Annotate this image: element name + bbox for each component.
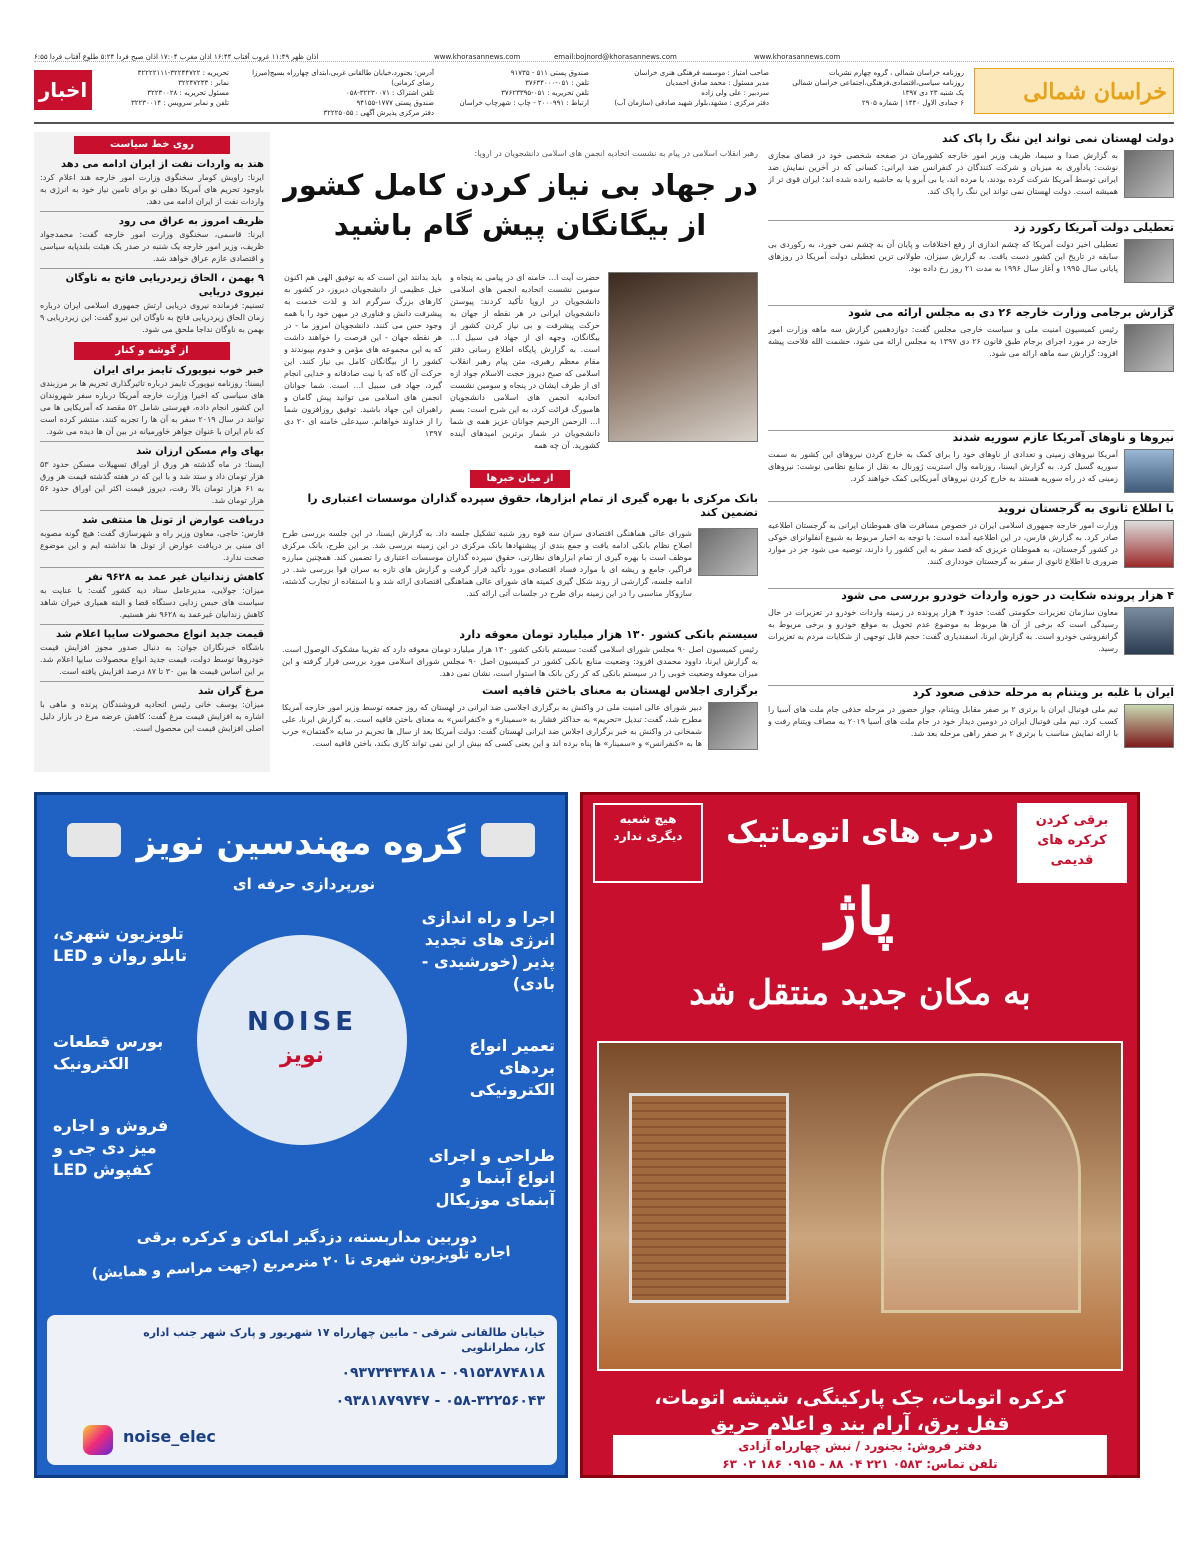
list-item: مرغ گران شد میزان: یوسف خانی رئیس اتحادیه فروشندگان پرنده و ماهی با اشاره به افزایش قیمت مرغ گفت: کاهش عرضه مرغ در بازار دلیل اصلی افزایش قیمت این محصول است. <box>40 686 264 733</box>
brand-box <box>974 68 1174 114</box>
masthead-divider <box>34 122 1174 124</box>
revolving-door-graphic <box>881 1073 1081 1313</box>
ad-moved: به مکان جدید منتقل شد <box>689 973 1031 1013</box>
news-photo <box>1124 449 1174 493</box>
ad-photo-doors <box>597 1041 1123 1371</box>
ad-address: خیابان طالقانی شرقی - مابین چهارراه ۱۷ شهریور و پارک شهر جنب اداره کار، مطرانلویی <box>143 1326 545 1354</box>
contact-info: صندوق پستی ۵۱۱ - ۹۱۷۳۵ تلفن : ۰۵۱-۳۷۶۳۴۰۰۰ تلفن تحریریه : ۰۵۱-۳۷۶۲۳۳۹۵ ارتباط : ۲۰۰۰۹۹۱ - چاپ : شهرچاپ خراسان <box>459 69 589 107</box>
ad-noise <box>34 792 568 1478</box>
instagram-handle[interactable]: noise_elec <box>123 1427 216 1446</box>
center-news <box>282 470 758 770</box>
shutter-door-graphic <box>629 1093 789 1303</box>
kicker: رهبر انقلاب اسلامی در پیام به نشست اتحادیه انجمن های اسلامی دانشجویان در اروپا: <box>474 149 758 158</box>
ad-tv: تلویزیون شهری، تابلو روان و LED <box>53 924 187 965</box>
ad-headline: درب های اتوماتیک <box>726 815 994 850</box>
list-item: با اطلاع ثانوی به گرجستان نروید وزارت امور خارجه جمهوری اسلامی ایران در خصوص مسافرت های هموطنان ایرانی به گرجستان اطلاعیه صادر کرد. به گزارش فارس، در این اطلاعیه آمده است: با توجه به اخبار مربوط به شیوع آنفلوانزای خوکی در کشور گرجستان، به هموطنان عزیزی که قصد سفر به این کشور را دارند، توصیه می شود جز در موارد ضروری تا اطلاع ثانوی از سفر به گرجستان خودداری کنند. <box>768 502 1174 566</box>
ad-title: گروه مهندسین نویز <box>136 823 466 863</box>
top-strip <box>34 52 1174 62</box>
main-col-2: باید بدانند این است که به توفیق الهی هم اکنون خیل عظیمی از دانشجویان دیروز، در کشور به کارهای بزرگ سرگرم اند و لذت خدمت به پیشرفت دانش و فناوری در میهن خود را با همه وجود حس می کنند. دانشجویان امروز ما - در هر نقطه جهان - این فرصت را خواهند داشت که به این مجموعه های مؤمن و خدوم بپیوندند و کشور را از بیگانگان کامل بی نیاز کنند. این حرکت آن گاه که با نیت صادقانه و خدایی انجام گیرد، جهاد فی سبیل ا... است. شما جوانان انجمن های اسلامی می توانید پیش گامان و راهبران این جهاد باشید. توفیق روزافزون شما را از خداوند خواهانم. سیدعلی خامنه ای ۲۰ دی ۱۳۹۷ <box>284 273 442 438</box>
headline-line-2: از بیگانگان پیش گام باشید <box>333 208 707 242</box>
leader-photo <box>608 272 758 442</box>
list-item: کاهش زندانیان غیر عمد به ۹۶۲۸ نفر میزان: جولایی، مدیرعامل ستاد دیه کشور گفت: با عنایت به سیاست های حبس زدایی دستگاه قضا و البته همیاری خیران شاهد کاهش زندانیان غیرعمد به ۹۶۲۸ نفر هستیم. <box>40 572 264 619</box>
news-title: سیستم بانکی کشور ۱۳۰ هزار میلیارد تومان معوقه دارد <box>459 628 758 641</box>
socket-icon <box>481 823 535 857</box>
list-item: نیروها و ناوهای آمریکا عازم سوریه شدند آمریکا نیروهای زمینی و تعدادی از ناوهای خود را برای کمک به خارج کردن نیروهای این کشور به سمت سوریه گسیل کرد. به گزارش ایسنا، روزنامه وال استریت ژورنال به نقل از منابع نظامی نوشت: نیروهای زمینی که در راه سوریه هستند به خارج کردن نیروهای آمریکایی کمک خواهند کرد. <box>768 431 1174 501</box>
ad-cctv: دوربین مداربسته، دزدگیر اماکن و کرکره برقی <box>136 1228 478 1246</box>
ad-phones-1: ۰۹۱۵۳۸۷۴۸۱۸ - ۰۹۳۷۳۴۳۴۸۱۸ <box>341 1365 545 1381</box>
site-link[interactable]: www.khorasannews.com <box>434 53 521 61</box>
logo-en: NOISE <box>246 1007 358 1037</box>
politics-list <box>34 158 270 336</box>
prayer-times: اذان ظهر ۱۱:۴۹ غروب آفتاب ۱۶:۴۴ اذان مغرب ۱۷:۰۴ اذان صبح فردا ۵:۲۴ طلوع آفتاب فردا ۶:۵۵ <box>34 53 319 61</box>
ad-paj <box>580 792 1140 1478</box>
main-col-1: حضرت آیت ا... خامنه ای در پیامی به پنجاه و سومین نشست اتحادیه انجمن های اسلامی دانشجویان در اروپا تأکید کردند: پیوستن دانشجویان ایرانی در هر نقطه از جهان به حرکت پیشرفت و بی نیاز کردن کشور از بیگانگان، وجهه ای از جهاد فی سبیل ا... است. به گزارش پایگاه اطلاع رسانی دفتر مقام معظم رهبری، متن پیام رهبر انقلاب اسلامی که صبح دیروز حجت الاسلام جواد ازه ای از طرف ایشان در پنجاه و سومین نشست اتحادیه انجمن های اسلامی دانشجویان هامبورگ قرائت کرد، به این شرح است: بسم ا... الرحمن الرحیم جوانان عزیز همه ی شما دانشجویان در شمار برترین امیدهای آینده کشورید. آن چه همه <box>450 273 600 450</box>
list-item: تعطیلی دولت آمریکا رکورد زد تعطیلی اخیر دولت آمریکا که چشم اندازی از رفع اختلافات و پایان آن به چشم نمی خورد، به رکوردی بی سابقه در تاریخ این کشور دست یافت. به گزارش سیزان، طولانی ترین تعطیلی دولت آمریکا در روزهای پایانی سال ۱۹۹۵ و آغاز سال ۱۹۹۶ به مدت ۲۱ روز رخ داده بود. <box>768 221 1174 305</box>
masthead <box>34 66 1174 118</box>
main-story <box>282 148 758 468</box>
ad-no-branch: هیچ شعبه دیگری ندارد <box>593 803 703 883</box>
list-item: گزارش برجامی وزارت خارجه ۲۶ دی به مجلس ارائه می شود رئیس کمیسیون امنیت ملی و سیاست خارجی مجلس گفت: دوازدهمین گزارش سه ماهه وزارت امور خارجه در مورد اجرای برجام طبق قانون ۲۶ دی ۱۳۹۷ به مجلس ارائه می شود. حشمت الله فلاحت پیشه افزود: گزارش سه ماهه ارائه می شود. <box>768 306 1174 430</box>
list-item: هند به واردات نفت از ایران ادامه می دهد ایرنا: راویش کومار سخنگوی وزارت امور خارجه هند اعلام کرد: باوجود تحریم های آمریکا دهلی نو برای تامین نیاز خود به انرژی به واردات نفت از ایران ادامه می دهد. <box>40 159 264 206</box>
news-photo <box>1124 607 1174 655</box>
right-column <box>768 132 1174 772</box>
newsroom-info: تحریریه : ۳۲۲۴۴۷۲۲-۳۲۲۲۲۱۱۱ نمابر : ۳۲۲۴۷۲۳۳ مسئول تحریریه : ۳۲۲۳۰۰۲۸ تلفن و نمابر سرویس : ۳۲۲۳۰۰۱۴ <box>131 69 229 107</box>
news-photo <box>1124 324 1174 372</box>
paper-info: روزنامه خراسان شمالی ، گروه چهارم نشریات روزنامه سیاسی،اقتصادی،فرهنگی،اجتماعی خراسان شمالی یک شنبه ۲۳ دی ۱۳۹۷ ۶ جمادی الاول ۱۴۴۰ | شماره ۲۹۰۵ <box>792 69 964 107</box>
office-info: آدرس: بجنورد،خیابان طالقانی غربی،ابتدای چهارراه بسیج(میرزا رضای کرمانی) تلفن اشتراک : ۳۲۲۳۰۰۷۱-۰۵۸ صندوق پستی ۱۷۷۷-۹۴۱۵۵ دفتر مرکزی پذیرش آگهی : ۳۲۲۲۵۰۵۵ <box>252 69 434 117</box>
news-label: از میان خبرها <box>470 470 570 488</box>
list-item: خبر خوب نیویورک تایمز برای ایران ایسنا: روزنامه نیویورک تایمز درباره تاثیرگذاری تحریم ها بر مرزبندی های سیاسی که اخیرا وزارت خارجه آمریکا درباره سفر شهروندان این کشور انجام داده، فهرستی شامل ۵۲ مقصد که آمریکایی ها می توانند در سال ۲۰۱۹ سفر به آن ها را تجربه کنند، منتشر کرده است که نام ایران با عنوان جواهر خاورمیانه در بین آن ها دیده می شود. <box>40 365 264 436</box>
news-title: برگزاری اجلاس لهستان به معنای باختن قافیه است <box>481 684 758 697</box>
section-label: اخبار <box>34 70 92 110</box>
brand-logo: خراسان شمالی <box>1023 79 1167 105</box>
site-link-2[interactable]: www.khorasannews.com <box>754 53 841 61</box>
ad-bourse: بورس قطعات الکترونیک <box>53 1032 164 1073</box>
ad-sale: فروش و اجاره میز دی جی و کفپوش LED <box>53 1116 169 1179</box>
news-body: شورای عالی هماهنگی اقتصادی سران سه قوه روز شنبه تشکیل جلسه داد. به گزارش ایسنا، در این جلسه بررسی طرح اصلاح نظام بانکی ادامه یافت و جمع بندی از پیشنهادها بانک مرکزی در این زمینه بررسی شد. بر این طرح، بانک مرکزی موظف است با بهره گیری از تمام ابزارهای نظارتی، حقوق سپرده گذاران موسسات اعتباری را تضمین کند. همچنین مبارزه فراگیر، جامع و ریشه ای با موارد فساد اقتصادی مورد تأکید قرار گرفت و گزارش های تازه به سران قوا بررسی شد. در ادامه جلسه، گزارشی از روند شکل گیری کمیته های شورای عالی هماهنگی اقتصادی ارائه شد و با استفاده از تجارب گذشته، سازوکار مناسبی را در این زمینه برای طرح در جلسات آتی ارائه کند. <box>282 529 692 598</box>
logo-circle <box>197 935 407 1145</box>
ad-rent: اجاره تلویزیون شهری تا ۲۰ مترمربع (جهت مراسم و همایش) <box>91 1244 511 1282</box>
news-body: رئیس کمیسیون اصل ۹۰ مجلس شورای اسلامی گفت: سیستم بانکی کشور ۱۳۰ هزار میلیارد تومان معوقه دارد که تقریبا مشکوک الوصول است. به گزارش ایرنا، داوود محمدی افزود: وضعیت منابع بانکی کشور در کمیسیون اصل ۹۰ مجلس شورای اسلامی مورد بررسی قرار گرفته و این میزان معوقه وضعیت خوبی را در سیستم بانکی که کر رکن بانک ها استوار است، نشان نمی دهد. <box>282 645 758 678</box>
ad-contact: دفتر فروش: بجنورد / نبش چهارراه آزادی تلفن تماس: ۰۵۸۳ ۲۲۱ ۰۴ ۸۸ - ۰۹۱۵ ۱۸۶ ۰۲ ۶۳ <box>613 1435 1107 1475</box>
corners-list <box>34 364 270 735</box>
list-item: ۴ هزار پرونده شکایت در حوزه واردات خودرو بررسی می شود معاون سازمان تعزیرات حکومتی گفت: حدود ۴ هزار پرونده در زمینه واردات خودرو در تعزیرات در حال رسیدگی است که برخی از آن ها مربوط به موضوع عدم تحویل به موقع خودرو و برخی مربوط به گرانفروشی خودرو است. به گزارش ایرنا، اسفندیاری گفت: حجم قابل توجهی از شکایات مردم به تعزیرات رسید. <box>768 589 1174 653</box>
left-column <box>34 132 270 772</box>
ad-brand: پاژ <box>825 875 895 950</box>
instagram-icon <box>83 1425 113 1455</box>
ad-energy: اجرا و راه اندازی انرژی های تجدید پذیر (خورشیدی - بادی) <box>421 908 555 993</box>
staff-info: صاحب امتیاز : موسسه فرهنگی هنری خراسان مدیر مسئول : محمد صادق احمدیان سردبیر : علی ولی زاده دفتر مرکزی : مشهد،بلوار شهید صادقی (سازمان آب) <box>614 69 769 107</box>
corners-label: از گوشه و کنار <box>74 342 230 360</box>
news-photo <box>698 528 758 576</box>
list-item: دریافت عوارض از تونل ها منتفی شد فارس: حاجی، معاون وزیر راه و شهرسازی گفت: هیچ گونه مصوبه ای مبنی بر دریافت عوارض از تونل ها نداشته ایم و این موضوع صحت ندارد. <box>40 515 264 562</box>
news-photo <box>1124 150 1174 198</box>
ad-contact-box <box>47 1315 557 1465</box>
list-item: ظریف امروز به عراق می رود ایرنا: قاسمی، سخنگوی وزارت امور خارجه گفت: محمدجواد ظریف، وزیر امور خارجه یک شنبه در صدر یک هیئت بلندپایه سیاسی و اقتصادی عازم عراق خواهد شد. <box>40 216 264 263</box>
news-body: دبیر شورای عالی امنیت ملی در واکنش به برگزاری اجلاسی ضد ایرانی در لهستان که روز جمعه توسط وزیر امور خارجه آمریکا مطرح شد، گفت: تبدیل «تحریم» به حداکثر فشار به «سمینار» و «کنفرانس» به معنای باختن قافیه است. به گزارش ایرنا، علی شمخانی در واکنش به خبر برگزاری اجلاس ضد ایرانی لهستان گفت: دولت آمریکا بعد از سال ها تحریم در سایه «گفتمان» حرب ها به «کنفرانس» و «سمینار» ها پناه برده اند و این یعنی کسی که بیش از این نمی تواند کاری بکند، باختن قافیه است. <box>282 703 702 748</box>
news-title: بانک مرکزی با بهره گیری از تمام ابزارها، حقوق سپرده گذاران موسسات اعتباری را تضمین کند <box>307 492 758 519</box>
news-photo <box>1124 704 1174 748</box>
ad-lighting: نورپردازی حرفه ای <box>232 875 376 893</box>
ad-shutter-note: برقی کردن کرکره های قدیمی <box>1017 803 1127 883</box>
ad-products: کرکره اتومات، جک پارکینگی، شیشه اتومات، قفل برق، آرام بند و اعلام حریق <box>654 1387 1066 1435</box>
politics-label: روی خط سیاست <box>74 136 230 154</box>
ad-phones-2: ۰۵۸-۳۲۲۵۶۰۴۳ - ۰۹۳۸۱۸۷۹۷۴۷ <box>335 1393 545 1409</box>
email-link[interactable]: email:bojnord@khorasannews.com <box>554 53 677 61</box>
headline-line-1: در جهاد بی نیاز کردن کامل کشور <box>282 168 758 202</box>
plug-icon <box>67 823 121 857</box>
ad-repair: تعمیر انواع بردهای الکترونیکی <box>469 1036 555 1099</box>
list-item: بهای وام مسکن ارزان شد ایسنا: در ماه گذشته هر ورق از اوراق تسهیلات مسکن حدود ۵۳ هزار تومان داد و ستد شد و با این که در هفته گذشته قیمت هر ورق به ۶۱ هزار تومان بالا رفت، دیروز قیمت اکثر این اوراق حدود ۵۶ هزار تومان شد. <box>40 446 265 505</box>
list-item: قیمت جدید انواع محصولات سایپا اعلام شد باشگاه خبرنگاران جوان: به دنبال صدور مجوز افزایش قیمت خودروها توسط دولت، قیمت جدید انواع محصولات سایپا اعلام شد. بر این اساس قیمت ها بین ۳۰ تا ۸۷ درصد افزایش یافته است. <box>40 629 264 676</box>
news-photo <box>708 702 758 750</box>
logo-fa: نویز <box>280 1043 324 1068</box>
news-photo <box>1124 239 1174 283</box>
list-item: ۹ بهمن ، الحاق زیردریایی فاتح به ناوگان نیروی دریایی تسنیم: فرمانده نیروی دریایی ارتش جمهوری اسلامی ایران درباره زمان الحاق زیردریایی فاتح به ناوگان این نیرو گفت: این زیردریایی ۹ بهمن به ناوگان نداجا ملحق می شود. <box>40 273 264 334</box>
list-item: دولت لهستان نمی تواند این ننگ را پاک کند به گزارش صدا و سیما، ظریف وزیر امور خارجه کشورمان در صفحه شخصی خود در فضای مجازی نوشت: یادآوری به میزبان و شرکت کنندگان در کنفرانس ضد ایرانی: کسانی که در آخرین نمایش ضد ایرانی توسط آمریکا شرکت کرده بودند، یا مرده اند، یا بی آبرو یا به حاشیه رانده شده اند؛ ایران قوی تر از همیشه است. دولت لهستان نمی تواند این ننگ را پاک کند. <box>768 132 1174 196</box>
news-photo <box>1124 520 1174 568</box>
list-item: ایران با غلبه بر ویتنام به مرحله حذفی صعود کرد تیم ملی فوتبال ایران با برتری ۲ بر صفر مقابل ویتنام، جواز حضور در مرحله حذفی جام ملت های آسیا را کسب کرد. تیم ملی فوتبال ایران در دومین دیدار خود در جام ملت های آسیا ۲۰۱۹ به مصاف ویتنام رفت و با ارائه نمایش مناسب با برتری ۲ بر صفر راهی مرحله بعد شد. <box>768 686 1174 756</box>
ad-design: طراحی و اجرای انواع آبنما و آبنمای موزیکال <box>428 1146 555 1209</box>
